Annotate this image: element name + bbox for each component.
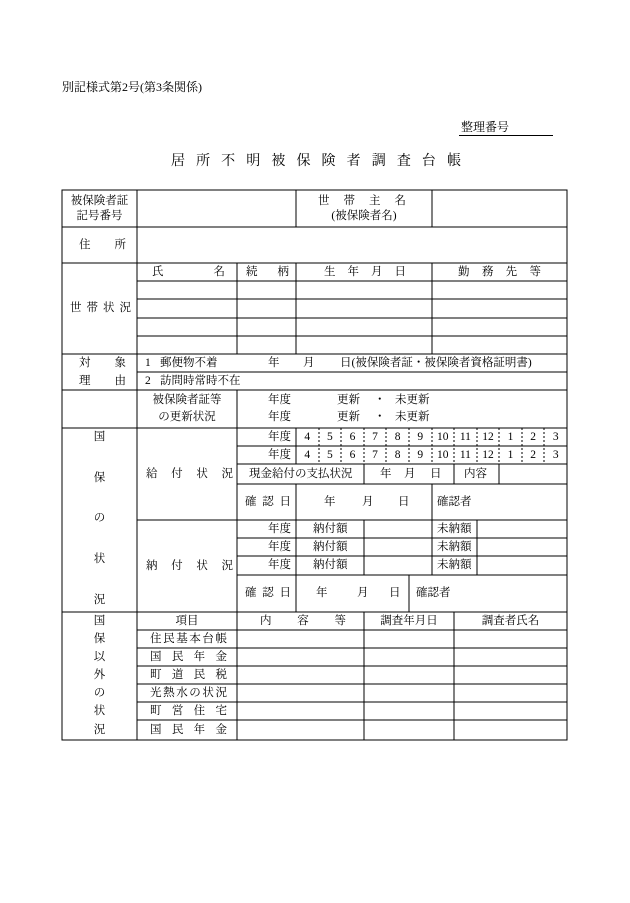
cash-payment-month: 月	[404, 468, 416, 480]
benefit-month-cell: 8	[394, 449, 401, 461]
benefit-month-cell: 2	[530, 449, 536, 461]
reason-item-text: 郵便物不着	[160, 357, 218, 369]
other-item: 住民基本台帳	[150, 633, 227, 645]
payment-confirmer-label: 確認者	[416, 587, 451, 599]
benefit-confirm-year: 年	[324, 496, 336, 508]
renewal-separator: ・	[374, 394, 386, 406]
other-col-investigator: 調査者氏名	[481, 615, 540, 627]
payment-confirm-day: 日	[389, 587, 401, 599]
payment-year-label: 年度	[268, 523, 291, 535]
page-title: 居 所 不 明 被 保 険 者 調 査 台 帳	[171, 154, 461, 169]
cash-payment-day: 日	[430, 468, 442, 480]
benefit-confirm-date-label: 確 認 日	[245, 496, 291, 508]
benefit-month-cell: 5	[326, 449, 333, 461]
benefit-month-cell: 6	[349, 431, 356, 443]
reason-date-year: 年	[268, 357, 280, 369]
reason-date-month: 月	[303, 357, 315, 369]
benefit-label: 給 付 状 況	[146, 468, 233, 480]
benefit-month-cell: 7	[372, 449, 378, 461]
household-col-workplace: 勤 務 先 等	[458, 266, 541, 278]
benefit-confirmer-label: 確認者	[437, 496, 472, 508]
renewal-renewed: 更新	[337, 394, 360, 406]
benefit-month-cell: 7	[372, 431, 378, 443]
benefit-month-cell: 12	[482, 449, 494, 461]
benefit-month-cell: 1	[507, 449, 514, 461]
other-col-date: 調査年月日	[380, 615, 438, 627]
payment-paid-label: 納付額	[313, 523, 348, 535]
payment-paid-label: 納付額	[313, 541, 348, 553]
benefit-month-cell: 10	[437, 449, 449, 461]
kokuho-label-char: 状	[93, 553, 106, 565]
reason-item-text: 訪問時常時不在	[160, 375, 241, 387]
other-col-item: 項目	[175, 615, 199, 627]
benefit-month-cell: 9	[417, 449, 424, 461]
other-label-char: 国	[93, 615, 106, 627]
kokuho-label-char: 国	[93, 431, 106, 443]
other-label-char: 況	[93, 724, 106, 736]
renewal-year: 年度	[268, 411, 291, 423]
payment-confirm-year: 年	[316, 587, 328, 599]
benefit-month-cell: 3	[552, 431, 559, 443]
renewal-separator: ・	[374, 411, 386, 423]
benefit-month-cell: 2	[530, 431, 536, 443]
benefit-year-label: 年度	[268, 449, 291, 461]
payment-confirm-month: 月	[357, 587, 369, 599]
insured-card-label: 記号番号	[76, 210, 123, 222]
benefit-month-cell: 4	[304, 449, 311, 461]
payment-unpaid-label: 未納額	[437, 541, 472, 553]
cash-payment-year: 年	[380, 468, 392, 480]
payment-confirm-date-label: 確 認 日	[245, 587, 291, 599]
other-item: 光熱水の状況	[150, 687, 227, 699]
benefit-confirm-day: 日	[398, 496, 410, 508]
reason-item-number: 1	[145, 357, 151, 369]
benefit-confirm-month: 月	[362, 496, 374, 508]
cash-payment-content-label: 内容	[464, 468, 487, 480]
kokuho-label-char: の	[93, 512, 106, 524]
payment-label: 納 付 状 況	[146, 560, 233, 572]
household-head-label: (被保険者名)	[331, 210, 397, 222]
household-col-relation: 続 柄	[246, 266, 289, 278]
benefit-month-cell: 12	[482, 431, 494, 443]
reason-label: 対 象	[79, 357, 126, 369]
benefit-month-cell: 5	[326, 431, 333, 443]
benefit-month-cell: 8	[394, 431, 401, 443]
benefit-month-cell: 6	[349, 449, 356, 461]
renewal-label: の更新状況	[158, 411, 216, 423]
household-label: 世 帯 状 況	[70, 302, 131, 314]
other-label-char: 以	[93, 651, 106, 663]
household-col-birth-date: 生 年 月 日	[324, 266, 406, 278]
other-col-content: 内 容 等	[260, 615, 346, 627]
payment-year-label: 年度	[268, 541, 291, 553]
benefit-year-label: 年度	[268, 431, 291, 443]
other-item: 国 民 年 金	[150, 724, 227, 736]
household-head-label: 世 帯 主 名	[318, 195, 406, 207]
other-label-char: 保	[93, 633, 106, 645]
benefit-month-cell: 10	[437, 431, 449, 443]
renewal-not-renewed: 未更新	[395, 411, 430, 423]
insured-card-label: 被保険者証	[70, 195, 129, 207]
address-label: 住 所	[79, 239, 126, 251]
payment-year-label: 年度	[268, 559, 291, 571]
other-label-char: 状	[93, 705, 106, 717]
other-item: 国 民 年 金	[150, 651, 227, 663]
reference-number-field: 整理番号	[459, 119, 553, 136]
benefit-month-cell: 9	[417, 431, 424, 443]
benefit-month-cell: 11	[459, 449, 471, 461]
cash-payment-label: 現金給付の支払状況	[249, 468, 353, 480]
household-col-name: 氏 名	[152, 266, 225, 278]
payment-unpaid-label: 未納額	[437, 523, 472, 535]
renewal-year: 年度	[268, 394, 291, 406]
benefit-month-cell: 4	[304, 431, 311, 443]
payment-unpaid-label: 未納額	[437, 559, 472, 571]
reason-label: 理 由	[79, 375, 126, 387]
other-item: 町 道 民 税	[150, 669, 227, 681]
renewal-not-renewed: 未更新	[395, 394, 430, 406]
payment-paid-label: 納付額	[313, 559, 348, 571]
other-label-char: 外	[93, 669, 106, 681]
renewal-label: 被保険者証等	[152, 394, 222, 406]
reason-item-number: 2	[145, 375, 151, 387]
form-reference: 別記様式第2号(第3条関係)	[62, 80, 202, 94]
kokuho-label-char: 保	[93, 472, 106, 484]
benefit-month-cell: 3	[552, 449, 559, 461]
renewal-renewed: 更新	[337, 411, 360, 423]
kokuho-label-char: 況	[93, 594, 106, 606]
other-label-char: の	[93, 687, 106, 699]
other-item: 町 営 住 宅	[150, 705, 227, 717]
reason-date-day-note: 日(被保険者証・被保険者資格証明書)	[340, 357, 532, 369]
benefit-month-cell: 11	[459, 431, 471, 443]
benefit-month-cell: 1	[507, 431, 514, 443]
